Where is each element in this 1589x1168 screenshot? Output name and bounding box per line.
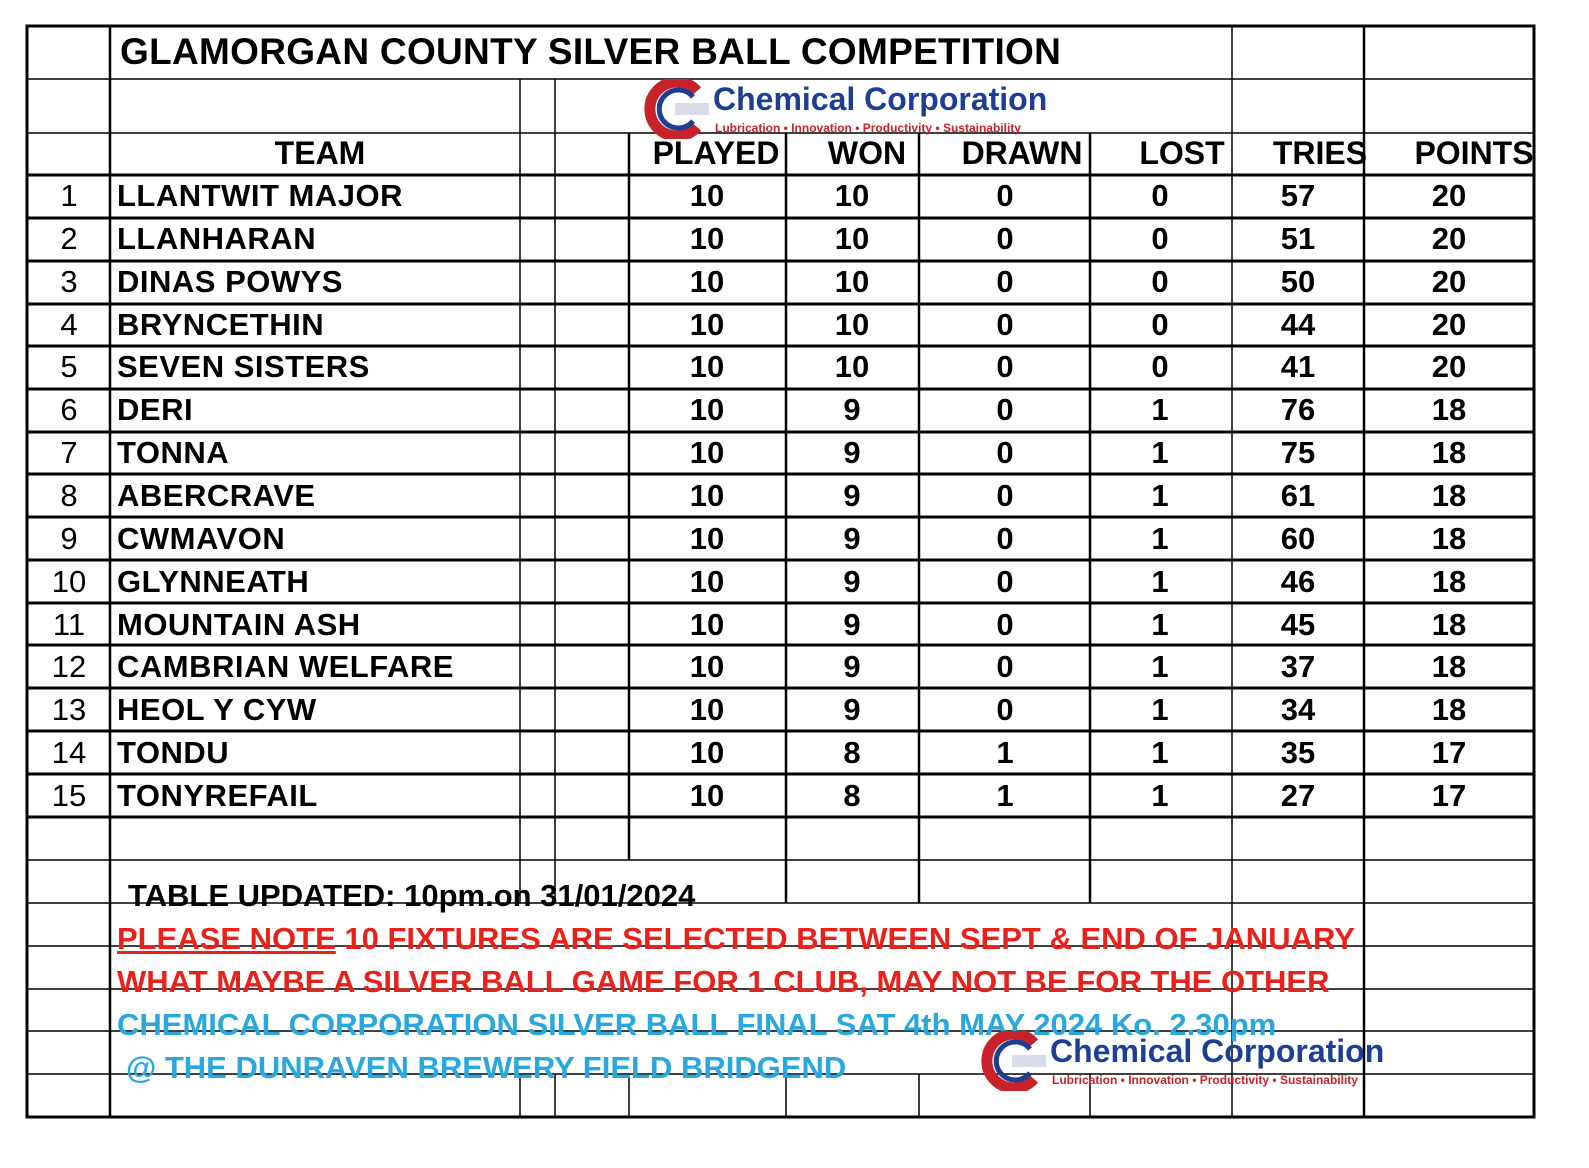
row-position: 15 [51,778,87,813]
cell-points: 17 [1431,778,1467,813]
team-name: HEOL Y CYW [117,692,317,727]
cell-lost: 0 [1151,221,1169,256]
sponsor-tagline: Lubrication • Innovation • Productivity • Sustainability [1052,1073,1358,1087]
cell-tries: 45 [1280,607,1316,642]
cell-points: 20 [1431,307,1467,342]
cell-played: 10 [689,607,725,642]
team-name: CAMBRIAN WELFARE [117,649,454,684]
cell-tries: 60 [1280,521,1316,556]
cell-tries: 46 [1280,564,1316,599]
row-position: 2 [60,221,78,256]
table-updated-text: TABLE UPDATED: 10pm.on 31/01/2024 [128,878,696,913]
cell-tries: 76 [1280,392,1316,427]
row-position: 12 [51,649,87,684]
cell-won: 9 [843,521,861,556]
team-name: DINAS POWYS [117,264,343,299]
cell-won: 10 [834,264,870,299]
team-name: ABERCRAVE [117,478,316,513]
team-name: DERI [117,392,194,427]
final-venue-text: @ THE DUNRAVEN BREWERY FIELD BRIDGEND [126,1050,847,1085]
header-won: WON [827,135,907,171]
row-position: 10 [51,564,87,599]
header-drawn: DRAWN [961,135,1083,171]
row-position: 8 [60,478,78,513]
cell-lost: 1 [1151,564,1169,599]
cell-won: 8 [843,778,861,813]
cell-points: 20 [1431,349,1467,384]
row-position: 13 [51,692,87,727]
team-name: LLANTWIT MAJOR [117,178,403,213]
cell-played: 10 [689,221,725,256]
row-position: 6 [60,392,78,427]
cell-points: 18 [1431,607,1467,642]
cell-tries: 61 [1280,478,1316,513]
cell-lost: 1 [1151,392,1169,427]
chemical-corporation-c-icon [974,1031,1050,1091]
cell-tries: 41 [1280,349,1316,384]
header-played: PLAYED [652,135,780,171]
cell-lost: 1 [1151,778,1169,813]
team-name: TONDU [117,735,230,770]
cell-played: 10 [689,778,725,813]
cell-played: 10 [689,178,725,213]
cell-won: 10 [834,307,870,342]
note-please-note: PLEASE NOTE [117,921,336,956]
cell-lost: 0 [1151,307,1169,342]
cell-won: 8 [843,735,861,770]
row-position: 9 [60,521,78,556]
cell-drawn: 1 [996,735,1014,770]
row-position: 3 [60,264,78,299]
team-name: MOUNTAIN ASH [117,607,361,642]
team-name: TONNA [117,435,230,470]
cell-played: 10 [689,735,725,770]
cell-won: 9 [843,564,861,599]
note-silver-ball-game: WHAT MAYBE A SILVER BALL GAME FOR 1 CLUB, MAY NOT BE FOR THE OTHER [117,964,1330,999]
chemical-corporation-c-icon [637,79,713,139]
row-position: 11 [52,607,86,642]
cell-lost: 0 [1151,264,1169,299]
cell-played: 10 [689,264,725,299]
cell-lost: 0 [1151,349,1169,384]
cell-tries: 34 [1280,692,1316,727]
cell-drawn: 0 [996,478,1014,513]
cell-drawn: 0 [996,349,1014,384]
cell-points: 18 [1431,521,1467,556]
cell-drawn: 0 [996,607,1014,642]
team-name: GLYNNEATH [117,564,310,599]
cell-drawn: 0 [996,521,1014,556]
header-team: TEAM [274,135,366,171]
final-date-text: CHEMICAL CORPORATION SILVER BALL FINAL SAT 4th MAY 2024 Ko. 2.30pm [117,1007,1277,1042]
cell-played: 10 [689,521,725,556]
cell-played: 10 [689,307,725,342]
team-name: BRYNCETHIN [117,307,325,342]
cell-lost: 1 [1151,692,1169,727]
cell-tries: 35 [1280,735,1316,770]
cell-tries: 57 [1280,178,1316,213]
cell-tries: 75 [1280,435,1316,470]
cell-points: 18 [1431,435,1467,470]
cell-drawn: 0 [996,264,1014,299]
cell-points: 20 [1431,264,1467,299]
cell-tries: 50 [1280,264,1316,299]
team-name: TONYREFAIL [117,778,318,813]
cell-points: 18 [1431,649,1467,684]
cell-won: 9 [843,392,861,427]
cell-lost: 1 [1151,735,1169,770]
cell-lost: 1 [1151,435,1169,470]
sponsor-logo-top [637,79,1117,139]
row-position: 1 [60,178,78,213]
note-fixtures-rest: 10 FIXTURES ARE SELECTED BETWEEN SEPT & END OF JANUARY [335,921,1355,956]
team-name: CWMAVON [117,521,286,556]
cell-points: 18 [1431,392,1467,427]
sponsor-name: Chemical Corporation [713,81,1048,117]
cell-played: 10 [689,478,725,513]
cell-lost: 1 [1151,649,1169,684]
cell-won: 9 [843,649,861,684]
cell-drawn: 0 [996,221,1014,256]
sponsor-logo-bottom [974,1031,1444,1091]
cell-played: 10 [689,392,725,427]
cell-points: 17 [1431,735,1467,770]
cell-tries: 51 [1280,221,1316,256]
cell-drawn: 0 [996,392,1014,427]
row-position: 7 [60,435,78,470]
cell-drawn: 0 [996,307,1014,342]
cell-played: 10 [689,692,725,727]
cell-won: 10 [834,349,870,384]
cell-tries: 44 [1280,307,1316,342]
cell-tries: 37 [1280,649,1316,684]
header-tries: TRIES [1272,135,1368,171]
cell-won: 10 [834,178,870,213]
cell-played: 10 [689,349,725,384]
header-points: POINTS [1414,135,1534,171]
cell-drawn: 0 [996,564,1014,599]
cell-lost: 1 [1151,521,1169,556]
cell-lost: 1 [1151,478,1169,513]
cell-points: 18 [1431,692,1467,727]
sponsor-name: Chemical Corporation [1050,1033,1385,1069]
cell-drawn: 0 [996,178,1014,213]
table-title: GLAMORGAN COUNTY SILVER BALL COMPETITION [120,31,1062,72]
cell-tries: 27 [1280,778,1316,813]
cell-drawn: 0 [996,692,1014,727]
cell-drawn: 0 [996,435,1014,470]
cell-points: 18 [1431,564,1467,599]
cell-points: 18 [1431,478,1467,513]
note-fixtures [117,923,1355,954]
team-name: LLANHARAN [117,221,317,256]
cell-lost: 0 [1151,178,1169,213]
cell-points: 20 [1431,221,1467,256]
row-position: 14 [51,735,87,770]
row-position: 5 [60,349,78,384]
team-name: SEVEN SISTERS [117,349,370,384]
sponsor-tagline: Lubrication • Innovation • Productivity • Sustainability [715,121,1021,135]
cell-won: 9 [843,692,861,727]
cell-played: 10 [689,435,725,470]
cell-played: 10 [689,564,725,599]
cell-drawn: 1 [996,778,1014,813]
cell-won: 9 [843,435,861,470]
row-position: 4 [60,307,78,342]
cell-drawn: 0 [996,649,1014,684]
header-lost: LOST [1139,135,1225,171]
cell-won: 10 [834,221,870,256]
cell-lost: 1 [1151,607,1169,642]
cell-points: 20 [1431,178,1467,213]
cell-won: 9 [843,478,861,513]
cell-won: 9 [843,607,861,642]
cell-played: 10 [689,649,725,684]
